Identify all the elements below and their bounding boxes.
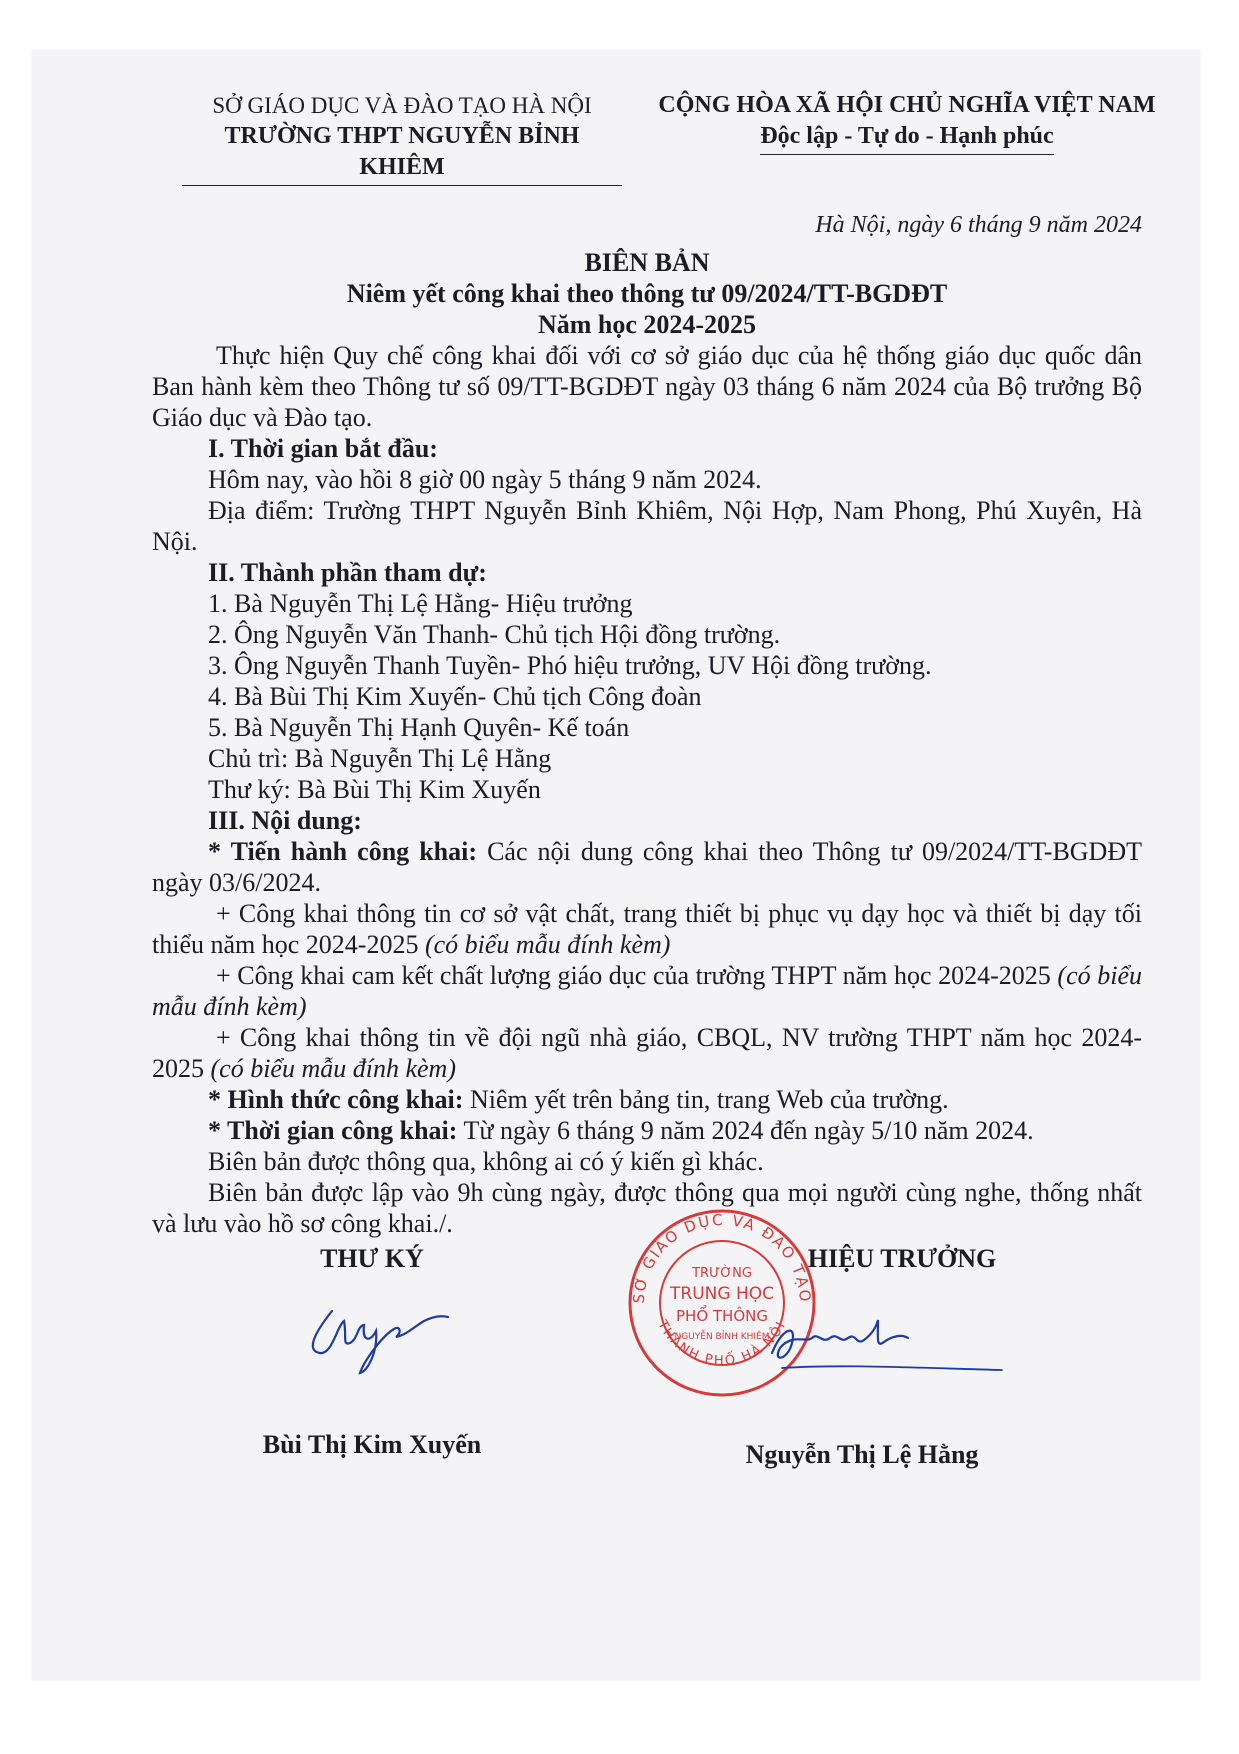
conduct-text: Các nội dung công khai theo Thông tư 09/2024/TT-BGDĐT ngày 03/6/2024. [152, 837, 1142, 897]
attachment-note: (có biểu mẫu đính kèm) [424, 930, 671, 959]
signature-area [152, 1210, 1142, 1483]
svg-text:TRUNG HỌC: TRUNG HỌC [670, 1284, 774, 1304]
form-label: * Hình thức công khai: [208, 1085, 464, 1114]
country-name: CỘNG HÒA XÃ HỘI CHỦ NGHĨA VIỆT NAM [658, 92, 1156, 118]
national-motto: Độc lập - Tự do - Hạnh phúc [760, 121, 1053, 155]
svg-text:THÀNH PHỐ HÀ NỘI: THÀNH PHỐ HÀ NỘI [654, 1318, 790, 1369]
secretary-signature-block [232, 1243, 512, 1459]
document-content [152, 90, 1156, 1483]
secretary-signature [302, 1291, 452, 1381]
period-label: * Thời gian công khai: [208, 1116, 458, 1145]
principal-signature [752, 1298, 1012, 1388]
section-3-heading: III. Nội dung: [208, 806, 362, 835]
disclosure-item-text: + Công khai thông tin về đội ngũ nhà giáo, CBQL, NV trường THPT năm học 2024-2025 [152, 1023, 1142, 1083]
disclosure-item-text: + Công khai thông tin cơ sở vật chất, trang thiết bị phục vụ dạy học và thiết bị dạy tối thiểu năm học 2024-2025 [152, 899, 1142, 959]
meeting-place: Địa điểm: Trường THPT Nguyễn Bỉnh Khiêm, Nội Hợp, Nam Phong, Phú Xuyên, Hà Nội. [152, 496, 1142, 556]
svg-text:TRƯỜNG: TRƯỜNG [692, 1266, 752, 1281]
document-header [152, 90, 1156, 200]
issuer-school: TRƯỜNG THPT NGUYỄN BỈNH KHIÊM [182, 121, 622, 186]
participant-item: 3. Ông Nguyễn Thanh Tuyền- Phó hiệu trưởng, UV Hội đồng trường. [208, 651, 932, 680]
disclosure-item-facilities [152, 898, 1142, 960]
disclosure-period [152, 1115, 1142, 1146]
approval-statement: Biên bản được thông qua, không ai có ý kiến gì khác. [208, 1147, 764, 1176]
document-subtitle: Niêm yết công khai theo thông tư 09/2024/TT-BGDĐT [346, 279, 948, 308]
attachment-note: (có biểu mẫu đính kèm) [210, 1054, 456, 1083]
document-title: BIÊN BẢN [584, 248, 710, 277]
intro-paragraph: Thực hiện Quy chế công khai đối với cơ sở giáo dục của hệ thống giáo dục quốc dân Ban hành kèm theo Thông tư số 09/TT-BGDĐT ngày 03 tháng 6 năm 2024 của Bộ trưởng Bộ Giáo dục và Đào tạo. [152, 341, 1142, 432]
participant-item: 5. Bà Nguyễn Thị Hạnh Quyên- Kế toán [208, 713, 630, 742]
attachment-note: (có biểu mẫu đính kèm) [152, 961, 1142, 1021]
issuer-block [182, 90, 622, 186]
start-time: Hôm nay, vào hồi 8 giờ 00 ngày 5 tháng 9 năm 2024. [208, 465, 762, 494]
conduct-paragraph [152, 836, 1142, 898]
section-1-heading: I. Thời gian bắt đầu: [208, 434, 438, 463]
national-motto-block [652, 90, 1162, 155]
school-year: Năm học 2024-2025 [537, 310, 757, 339]
principal-signature-block [629, 1210, 1012, 1469]
disclosure-item-staff [152, 1022, 1142, 1084]
disclosure-item-text: + Công khai cam kết chất lượng giáo dục của trường THPT năm học 2024-2025 [216, 961, 1058, 990]
disclosure-form [152, 1084, 1142, 1115]
participant-item: 2. Ông Nguyễn Văn Thanh- Chủ tịch Hội đồng trường. [208, 620, 781, 649]
form-text: Niêm yết trên bảng tin, trang Web của trường. [463, 1085, 949, 1114]
conduct-label: * Tiến hành công khai: [208, 837, 478, 866]
chair-person: Chủ trì: Bà Nguyễn Thị Lệ Hằng [208, 744, 552, 773]
svg-text:SỞ GIÁO DỤC VÀ ĐÀO TẠO: SỞ GIÁO DỤC VÀ ĐÀO TẠO [629, 1210, 815, 1305]
participant-item: 1. Bà Nguyễn Thị Lệ Hằng- Hiệu trưởng [208, 589, 633, 618]
disclosure-item-quality [152, 960, 1142, 1022]
secretary-person: Thư ký: Bà Bùi Thị Kim Xuyến [208, 775, 541, 804]
document-date: Hà Nội, ngày 6 tháng 9 năm 2024 [815, 212, 1142, 238]
participant-item: 4. Bà Bùi Thị Kim Xuyến- Chủ tịch Công đoàn [208, 682, 702, 711]
svg-text:PHỔ THÔNG: PHỔ THÔNG [676, 1307, 768, 1325]
principal-title: HIỆU TRƯỞNG [807, 1244, 997, 1273]
period-text: Từ ngày 6 tháng 9 năm 2024 đến ngày 5/10 năm 2024. [457, 1116, 1034, 1145]
document-page [32, 50, 1200, 1680]
secretary-name: Bùi Thị Kim Xuyến [262, 1430, 482, 1459]
svg-text:NGUYỄN BỈNH KHIÊM: NGUYỄN BỈNH KHIÊM [674, 1332, 770, 1342]
closing-statement: Biên bản được lập vào 9h cùng ngày, được thông qua mọi người cùng nghe, thống nhất và lưu vào hồ sơ công khai./. [152, 1178, 1142, 1238]
secretary-title: THƯ KÝ [320, 1244, 424, 1273]
section-2-heading: II. Thành phần tham dự: [208, 558, 487, 587]
issuer-department: SỞ GIÁO DỤC VÀ ĐÀO TẠO HÀ NỘI [212, 93, 592, 118]
principal-name: Nguyễn Thị Lệ Hằng [745, 1440, 979, 1469]
